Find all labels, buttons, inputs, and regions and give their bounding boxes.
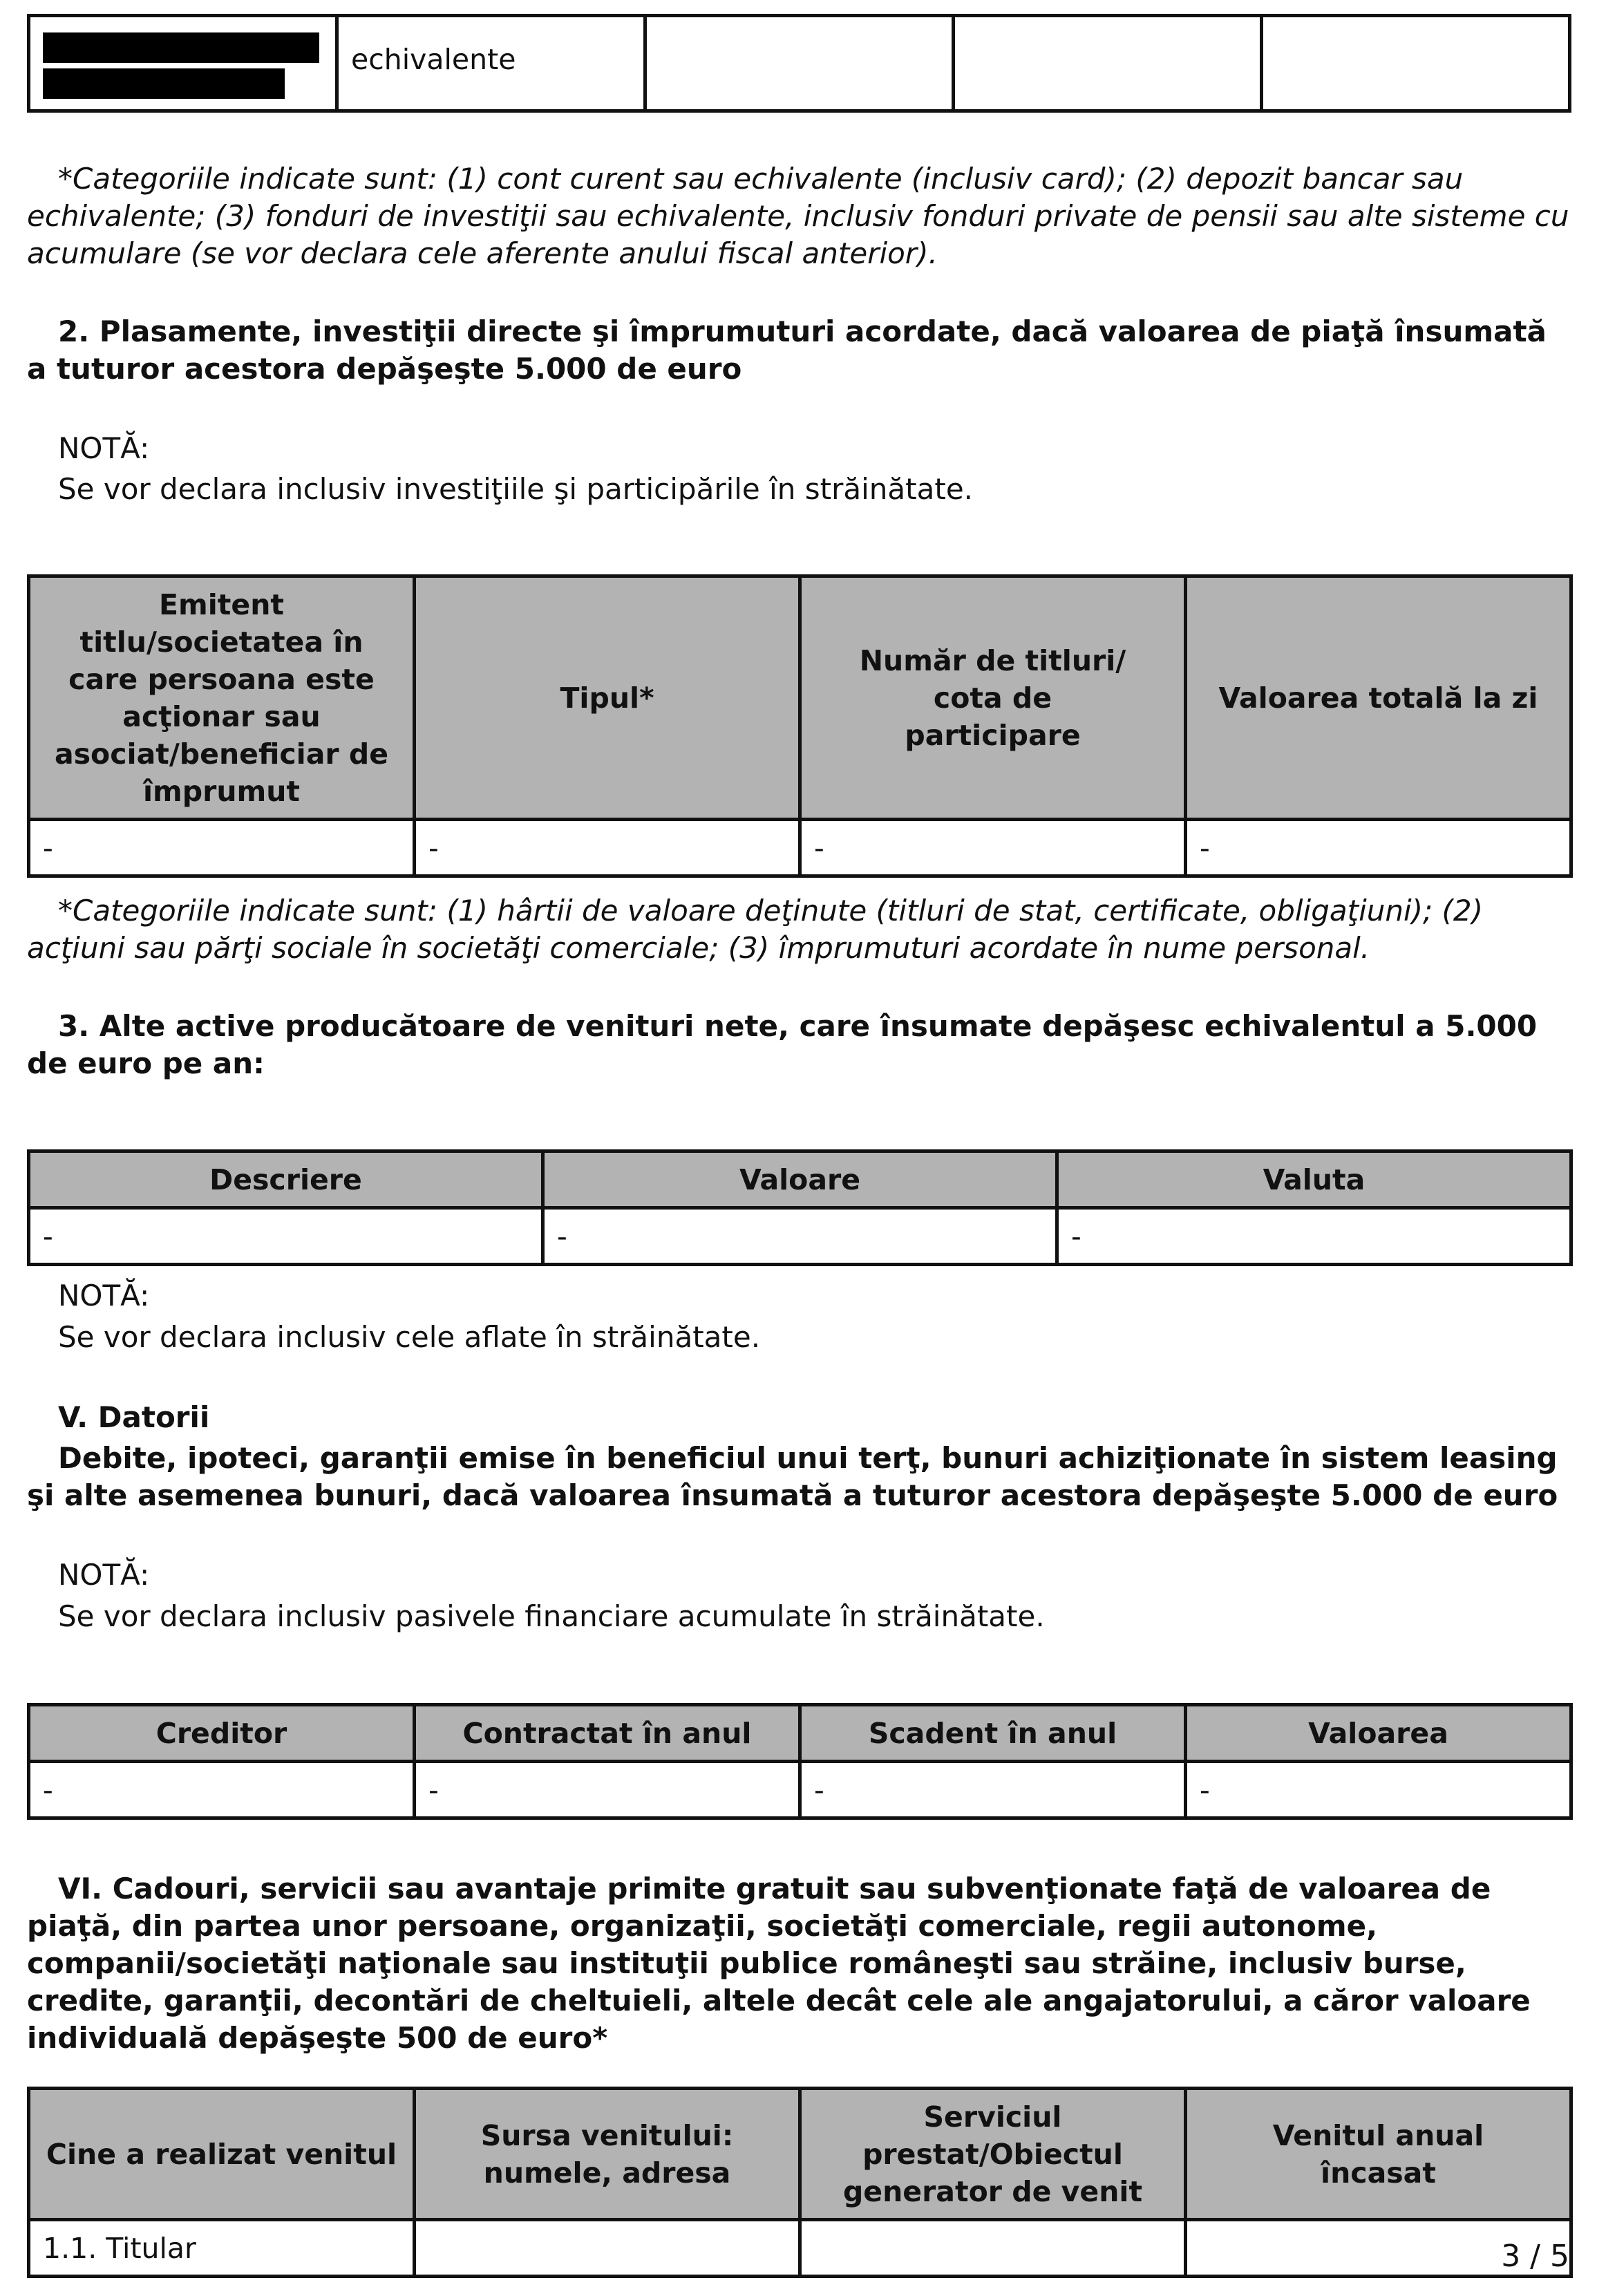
- table-cell: -: [29, 1762, 415, 1818]
- footnote-investments: *Categoriile indicate sunt: (1) hârtii de valoare deţinute (titluri de stat, certificate, obligaţiuni); (2) acţiuni sau părţi sociale în societăţi comerciale; (3) împrumuturi acordate în nume personal.: [27, 894, 1484, 965]
- column-header: Contractat în anul: [415, 1705, 800, 1762]
- table-cell: -: [1186, 1762, 1571, 1818]
- redaction-bar-1: [43, 32, 319, 63]
- table-row: [29, 1762, 1571, 1818]
- table-cell: -: [1057, 1208, 1571, 1265]
- table-row: [29, 820, 1571, 876]
- redaction-bar-2: [43, 68, 285, 99]
- investments-table: [27, 574, 1573, 878]
- top-continuation-table: [27, 14, 1571, 113]
- column-header: Valoare: [543, 1151, 1057, 1208]
- table-cell: [800, 2220, 1186, 2277]
- note-label: NOTĂ:: [58, 431, 150, 465]
- note-label: NOTĂ:: [58, 1558, 150, 1592]
- table-cell: [415, 2220, 800, 2277]
- table-cell: -: [1186, 820, 1571, 876]
- section-3-heading: 3. Alte active producătoare de venituri nete, care însumate depăşesc echivalentul a 5.000 de euro pe an:: [27, 1009, 1538, 1080]
- column-header: Valoarea: [1186, 1705, 1571, 1762]
- section-v-heading: Debite, ipoteci, garanţii emise în beneficiul unui terţ, bunuri achiziţionate în sistem leasing şi alte asemenea bunuri, dacă valoarea însumată a tuturor acestora depăşeşte 5.000 de euro: [27, 1441, 1558, 1512]
- column-header: Sursa venitului: numele, adresa: [415, 2089, 800, 2220]
- column-header: Creditor: [29, 1705, 415, 1762]
- gifts-table: [27, 2087, 1573, 2278]
- column-header: Număr de titluri/ cota de participare: [800, 576, 1186, 820]
- note-text: Se vor declara inclusiv cele aflate în străinătate.: [58, 1320, 761, 1354]
- table-cell: -: [29, 1208, 543, 1265]
- note-label: NOTĂ:: [58, 1279, 150, 1312]
- redacted-cell: [29, 16, 337, 111]
- table-cell: [645, 16, 954, 111]
- column-header: Valuta: [1057, 1151, 1571, 1208]
- section-v-title: V. Datorii: [58, 1400, 210, 1434]
- column-header: Scadent în anul: [800, 1705, 1186, 1762]
- column-header: Valoarea totală la zi: [1186, 576, 1571, 820]
- table-cell: [954, 16, 1262, 111]
- column-header: Tipul*: [415, 576, 800, 820]
- section-2-heading: 2. Plasamente, investiţii directe şi împrumuturi acordate, dacă valoarea de piaţă însumată a tuturor acestora depăşeşte 5.000 de euro: [27, 314, 1547, 386]
- table-cell: echivalente: [337, 16, 645, 111]
- column-header: Descriere: [29, 1151, 543, 1208]
- page-number: 3 / 5: [1501, 2239, 1569, 2274]
- table-cell: [1262, 16, 1570, 111]
- column-header: Venitul anual încasat: [1186, 2089, 1571, 2220]
- column-header: Cine a realizat venitul: [29, 2089, 415, 2220]
- table-cell: -: [800, 820, 1186, 876]
- note-text: Se vor declara inclusiv pasivele financiare acumulate în străinătate.: [58, 1599, 1045, 1633]
- table-cell: -: [415, 820, 800, 876]
- footnote-accounts: *Categoriile indicate sunt: (1) cont curent sau echivalente (inclusiv card); (2) depozit bancar sau echivalente; (3) fonduri de investiţii sau echivalente, inclusiv fonduri private de pensii sau alte sisteme cu acumulare (se vor declara cele aferente anului fiscal anterior).: [27, 162, 1569, 270]
- table-cell: -: [543, 1208, 1057, 1265]
- table-row: [29, 2220, 1571, 2277]
- table-cell: -: [29, 820, 415, 876]
- section-vi-heading: VI. Cadouri, servicii sau avantaje primite gratuit sau subvenţionate faţă de valoarea de piaţă, din partea unor persoane, organizaţii, societăţi comerciale, regii autonome, companii/societăţi naţionale sau instituţii publice româneşti sau străine, inclusiv burse, credite, garanţii, decontări de cheltuieli, altele decât cele ale angajatorului, a căror valoare individuală depăşeşte 500 de euro*: [27, 1872, 1531, 2055]
- table-cell: 1.1. Titular: [29, 2220, 415, 2277]
- table-cell: -: [415, 1762, 800, 1818]
- column-header: Emitent titlu/societatea în care persoana este acţionar sau asociat/beneficiar de împrumut: [29, 576, 415, 820]
- debts-table: [27, 1703, 1573, 1820]
- other-assets-table: [27, 1149, 1573, 1266]
- column-header: Serviciul prestat/Obiectul generator de venit: [800, 2089, 1186, 2220]
- table-cell: -: [800, 1762, 1186, 1818]
- note-text: Se vor declara inclusiv investiţiile şi participările în străinătate.: [58, 472, 974, 506]
- table-row: [29, 1208, 1571, 1265]
